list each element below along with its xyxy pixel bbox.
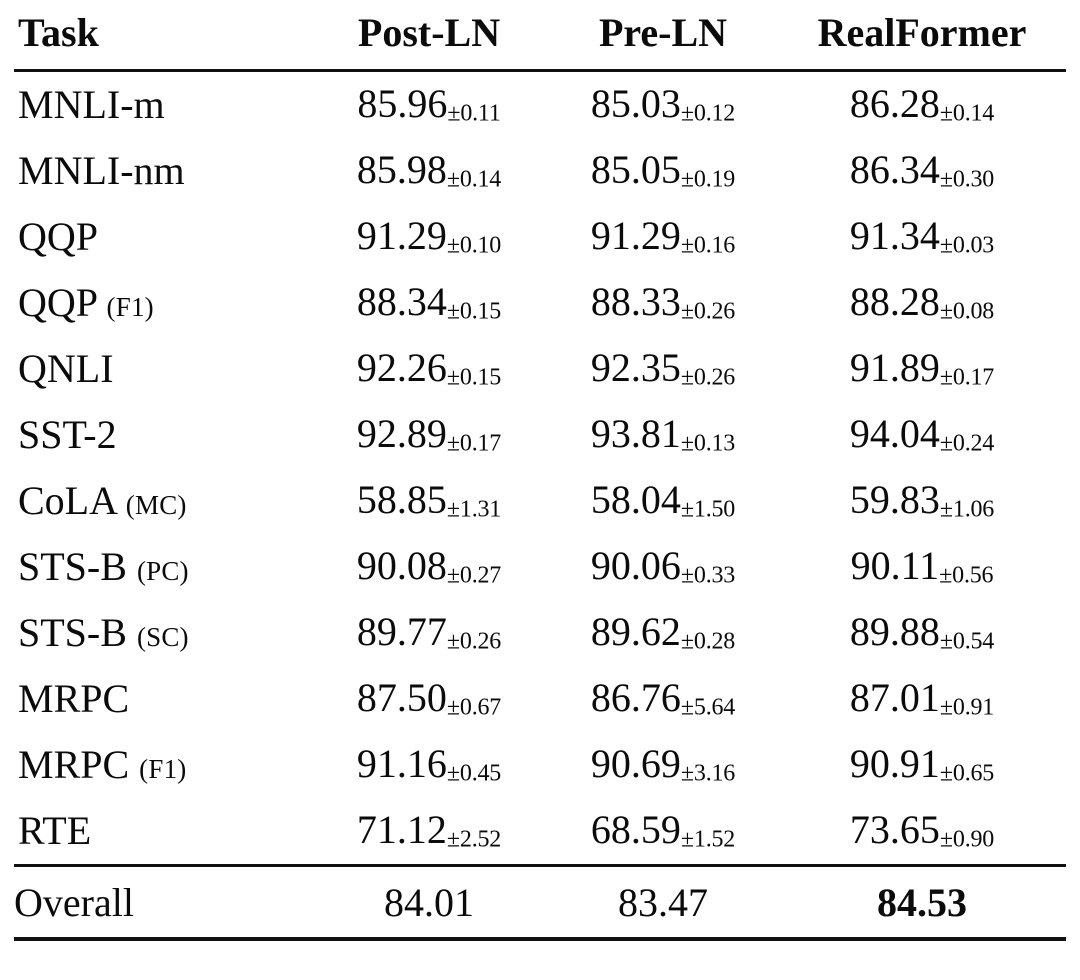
plus-minus-symbol: ± bbox=[939, 232, 953, 259]
plus-minus-symbol: ± bbox=[939, 430, 953, 457]
table-row bbox=[14, 336, 1066, 402]
results-table bbox=[14, 0, 1066, 941]
value-post-ln bbox=[310, 534, 548, 600]
value-text: 90.91 bbox=[849, 741, 940, 787]
table-row bbox=[14, 600, 1066, 666]
value-text: 92.89 bbox=[356, 411, 447, 457]
task-label: STS-B bbox=[18, 543, 127, 589]
std-value: 0.30 bbox=[952, 166, 995, 193]
plus-minus-symbol: ± bbox=[680, 166, 694, 193]
value-text: 89.88 bbox=[849, 609, 940, 655]
plus-minus-symbol: ± bbox=[446, 496, 460, 523]
std-text bbox=[940, 430, 994, 456]
value-text: 87.50 bbox=[356, 675, 447, 721]
value-realformer bbox=[778, 270, 1066, 336]
task-label: MRPC bbox=[18, 675, 130, 721]
plus-minus-symbol: ± bbox=[939, 100, 953, 127]
std-text bbox=[681, 430, 735, 456]
task-cell bbox=[14, 270, 310, 336]
std-text bbox=[939, 562, 993, 588]
value-pre-ln bbox=[548, 138, 778, 204]
value-text: 85.03 bbox=[590, 81, 681, 127]
task-cell bbox=[14, 204, 310, 270]
value-text: 90.08 bbox=[356, 543, 447, 589]
task-cell bbox=[14, 534, 310, 600]
task-cell bbox=[14, 336, 310, 402]
std-value: 1.06 bbox=[952, 496, 995, 523]
value-realformer bbox=[778, 138, 1066, 204]
plus-minus-symbol: ± bbox=[939, 496, 953, 523]
task-metric: (SC) bbox=[136, 621, 189, 652]
value-realformer bbox=[778, 70, 1066, 138]
std-text bbox=[447, 166, 501, 192]
value-text: 91.89 bbox=[849, 345, 940, 391]
value-text: 90.11 bbox=[850, 543, 940, 589]
std-value: 3.16 bbox=[693, 760, 736, 787]
std-value: 1.31 bbox=[459, 496, 502, 523]
value-text: 91.16 bbox=[356, 741, 447, 787]
task-label: QNLI bbox=[18, 345, 114, 391]
plus-minus-symbol: ± bbox=[939, 826, 953, 853]
table-header-row bbox=[14, 0, 1066, 70]
value-post-ln bbox=[310, 468, 548, 534]
value-text: 58.04 bbox=[590, 477, 681, 523]
value-text: 93.81 bbox=[590, 411, 681, 457]
table-row bbox=[14, 534, 1066, 600]
value-text: 91.29 bbox=[356, 213, 447, 259]
std-value: 2.52 bbox=[459, 826, 502, 853]
task-cell bbox=[14, 138, 310, 204]
plus-minus-symbol: ± bbox=[939, 694, 953, 721]
std-text bbox=[681, 496, 735, 522]
overall-realformer: 84.53 bbox=[778, 865, 1066, 939]
value-text: 92.35 bbox=[590, 345, 681, 391]
plus-minus-symbol: ± bbox=[446, 364, 460, 391]
overall-pre-ln: 83.47 bbox=[548, 865, 778, 939]
std-text bbox=[940, 364, 994, 390]
std-text bbox=[681, 100, 735, 126]
std-text bbox=[447, 232, 501, 258]
plus-minus-symbol: ± bbox=[680, 628, 694, 655]
plus-minus-symbol: ± bbox=[446, 430, 460, 457]
std-value: 0.65 bbox=[952, 760, 995, 787]
std-value: 0.26 bbox=[693, 298, 736, 325]
std-text bbox=[681, 694, 735, 720]
value-realformer bbox=[778, 402, 1066, 468]
plus-minus-symbol: ± bbox=[680, 430, 694, 457]
plus-minus-symbol: ± bbox=[446, 166, 460, 193]
std-value: 0.26 bbox=[693, 364, 736, 391]
plus-minus-symbol: ± bbox=[446, 760, 460, 787]
plus-minus-symbol: ± bbox=[939, 166, 953, 193]
std-value: 0.13 bbox=[693, 430, 736, 457]
table-row bbox=[14, 468, 1066, 534]
value-text: 92.26 bbox=[356, 345, 447, 391]
std-text bbox=[681, 760, 735, 786]
std-text bbox=[940, 826, 994, 852]
std-value: 0.03 bbox=[952, 232, 995, 259]
std-text bbox=[447, 826, 501, 852]
std-text bbox=[681, 826, 735, 852]
value-text: 94.04 bbox=[849, 411, 940, 457]
std-value: 0.17 bbox=[952, 364, 995, 391]
plus-minus-symbol: ± bbox=[446, 232, 460, 259]
overall-post-ln: 84.01 bbox=[310, 865, 548, 939]
table-row bbox=[14, 402, 1066, 468]
std-text bbox=[447, 100, 500, 126]
plus-minus-symbol: ± bbox=[446, 562, 460, 589]
task-label: QQP bbox=[18, 213, 99, 259]
plus-minus-symbol: ± bbox=[939, 364, 953, 391]
std-value: 0.33 bbox=[693, 562, 736, 589]
table-row bbox=[14, 138, 1066, 204]
std-text bbox=[681, 232, 735, 258]
std-value: 0.24 bbox=[952, 430, 995, 457]
value-text: 88.33 bbox=[590, 279, 681, 325]
task-label: STS-B bbox=[18, 609, 127, 655]
std-value: 0.10 bbox=[459, 232, 502, 259]
value-post-ln bbox=[310, 204, 548, 270]
value-post-ln bbox=[310, 138, 548, 204]
value-pre-ln bbox=[548, 468, 778, 534]
task-metric: (PC) bbox=[136, 555, 189, 586]
table-row-overall bbox=[14, 865, 1066, 939]
std-text bbox=[940, 100, 994, 126]
value-text: 85.98 bbox=[356, 147, 447, 193]
std-text bbox=[447, 760, 501, 786]
std-text bbox=[681, 628, 735, 654]
std-text bbox=[940, 496, 994, 522]
task-metric: (MC) bbox=[125, 489, 187, 520]
std-text bbox=[447, 562, 501, 588]
task-cell bbox=[14, 732, 310, 798]
value-pre-ln bbox=[548, 534, 778, 600]
task-label: MNLI-m bbox=[18, 81, 165, 127]
table-header bbox=[14, 0, 1066, 70]
value-post-ln bbox=[310, 732, 548, 798]
std-value: 0.17 bbox=[459, 430, 502, 457]
std-text bbox=[940, 628, 994, 654]
plus-minus-symbol: ± bbox=[446, 694, 460, 721]
value-text: 87.01 bbox=[849, 675, 940, 721]
value-text: 73.65 bbox=[849, 807, 940, 853]
plus-minus-symbol: ± bbox=[939, 760, 953, 787]
std-text bbox=[447, 628, 501, 654]
value-text: 89.62 bbox=[590, 609, 681, 655]
task-cell bbox=[14, 798, 310, 866]
std-text bbox=[681, 298, 735, 324]
value-post-ln bbox=[310, 798, 548, 866]
std-value: 1.50 bbox=[693, 496, 736, 523]
value-pre-ln bbox=[548, 732, 778, 798]
value-text: 68.59 bbox=[590, 807, 681, 853]
task-label: SST-2 bbox=[18, 411, 117, 457]
value-realformer bbox=[778, 600, 1066, 666]
value-pre-ln bbox=[548, 336, 778, 402]
std-text bbox=[447, 364, 501, 390]
value-realformer bbox=[778, 732, 1066, 798]
std-text bbox=[447, 430, 501, 456]
plus-minus-symbol: ± bbox=[446, 826, 460, 853]
value-text: 59.83 bbox=[849, 477, 940, 523]
std-value: 0.19 bbox=[693, 166, 736, 193]
plus-minus-symbol: ± bbox=[680, 694, 694, 721]
std-text bbox=[940, 298, 994, 324]
table-row bbox=[14, 270, 1066, 336]
table-row bbox=[14, 732, 1066, 798]
std-text bbox=[681, 364, 735, 390]
value-pre-ln bbox=[548, 270, 778, 336]
value-pre-ln bbox=[548, 204, 778, 270]
value-text: 91.34 bbox=[849, 213, 940, 259]
plus-minus-symbol: ± bbox=[446, 298, 460, 325]
column-header-task: Task bbox=[18, 10, 99, 55]
std-value: 0.91 bbox=[952, 694, 995, 721]
plus-minus-symbol: ± bbox=[680, 364, 694, 391]
value-realformer bbox=[778, 468, 1066, 534]
std-value: 0.08 bbox=[952, 298, 995, 325]
std-value: 0.14 bbox=[952, 100, 995, 127]
std-text bbox=[940, 232, 994, 258]
task-cell bbox=[14, 70, 310, 138]
std-text bbox=[447, 694, 501, 720]
task-label: QQP bbox=[18, 279, 97, 325]
overall-label: Overall bbox=[14, 865, 310, 939]
table-row bbox=[14, 666, 1066, 732]
std-value: 0.56 bbox=[952, 562, 994, 589]
value-text: 85.05 bbox=[590, 147, 681, 193]
std-value: 5.64 bbox=[693, 694, 736, 721]
task-label: MNLI-nm bbox=[18, 147, 185, 193]
value-realformer bbox=[778, 534, 1066, 600]
task-cell bbox=[14, 402, 310, 468]
table-body bbox=[14, 70, 1066, 939]
value-text: 89.77 bbox=[356, 609, 447, 655]
column-header-pre-ln: Pre-LN bbox=[598, 10, 728, 55]
std-text bbox=[940, 166, 994, 192]
std-value: 0.12 bbox=[693, 100, 736, 127]
plus-minus-symbol: ± bbox=[446, 628, 460, 655]
value-post-ln bbox=[310, 666, 548, 732]
plus-minus-symbol: ± bbox=[680, 100, 694, 127]
task-metric: (F1) bbox=[139, 753, 187, 784]
value-pre-ln bbox=[548, 798, 778, 866]
plus-minus-symbol: ± bbox=[939, 628, 953, 655]
value-text: 86.76 bbox=[590, 675, 681, 721]
value-realformer bbox=[778, 336, 1066, 402]
value-post-ln bbox=[310, 270, 548, 336]
value-text: 88.34 bbox=[356, 279, 447, 325]
std-value: 0.11 bbox=[460, 100, 501, 127]
value-pre-ln bbox=[548, 666, 778, 732]
task-metric: (F1) bbox=[106, 291, 154, 322]
task-cell bbox=[14, 600, 310, 666]
std-value: 0.90 bbox=[952, 826, 995, 853]
std-value: 0.27 bbox=[459, 562, 502, 589]
task-label: CoLA bbox=[18, 477, 116, 523]
std-text bbox=[447, 496, 501, 522]
std-text bbox=[940, 760, 994, 786]
task-cell bbox=[14, 666, 310, 732]
std-value: 1.52 bbox=[693, 826, 736, 853]
plus-minus-symbol: ± bbox=[680, 562, 694, 589]
value-text: 58.85 bbox=[356, 477, 447, 523]
value-post-ln bbox=[310, 336, 548, 402]
plus-minus-symbol: ± bbox=[680, 826, 694, 853]
value-text: 90.69 bbox=[590, 741, 681, 787]
plus-minus-symbol: ± bbox=[680, 298, 694, 325]
task-cell bbox=[14, 468, 310, 534]
value-realformer bbox=[778, 666, 1066, 732]
column-header-realformer: RealFormer bbox=[817, 10, 1027, 55]
column-header-post-ln: Post-LN bbox=[357, 10, 501, 55]
value-text: 86.34 bbox=[849, 147, 940, 193]
plus-minus-symbol: ± bbox=[447, 100, 461, 127]
std-text bbox=[681, 562, 735, 588]
std-text bbox=[681, 166, 735, 192]
value-text: 86.28 bbox=[849, 81, 940, 127]
value-realformer bbox=[778, 204, 1066, 270]
value-text: 90.06 bbox=[590, 543, 681, 589]
value-text: 91.29 bbox=[590, 213, 681, 259]
std-value: 0.15 bbox=[459, 364, 502, 391]
value-pre-ln bbox=[548, 402, 778, 468]
task-label: RTE bbox=[18, 807, 92, 853]
value-text: 85.96 bbox=[357, 81, 448, 127]
plus-minus-symbol: ± bbox=[939, 562, 953, 589]
value-pre-ln bbox=[548, 70, 778, 138]
table-row bbox=[14, 798, 1066, 866]
value-post-ln bbox=[310, 402, 548, 468]
value-realformer bbox=[778, 798, 1066, 866]
value-text: 71.12 bbox=[356, 807, 447, 853]
plus-minus-symbol: ± bbox=[680, 496, 694, 523]
std-value: 0.28 bbox=[693, 628, 736, 655]
value-pre-ln bbox=[548, 600, 778, 666]
std-value: 0.16 bbox=[693, 232, 736, 259]
std-value: 0.26 bbox=[459, 628, 502, 655]
std-text bbox=[940, 694, 994, 720]
std-value: 0.45 bbox=[459, 760, 502, 787]
std-value: 0.14 bbox=[459, 166, 502, 193]
value-post-ln bbox=[310, 600, 548, 666]
plus-minus-symbol: ± bbox=[939, 298, 953, 325]
value-post-ln bbox=[310, 70, 548, 138]
std-text bbox=[447, 298, 501, 324]
plus-minus-symbol: ± bbox=[680, 232, 694, 259]
table-row bbox=[14, 70, 1066, 138]
value-text: 88.28 bbox=[849, 279, 940, 325]
std-value: 0.67 bbox=[459, 694, 502, 721]
plus-minus-symbol: ± bbox=[680, 760, 694, 787]
task-label: MRPC bbox=[18, 741, 130, 787]
std-value: 0.54 bbox=[952, 628, 995, 655]
table-row bbox=[14, 204, 1066, 270]
std-value: 0.15 bbox=[459, 298, 502, 325]
